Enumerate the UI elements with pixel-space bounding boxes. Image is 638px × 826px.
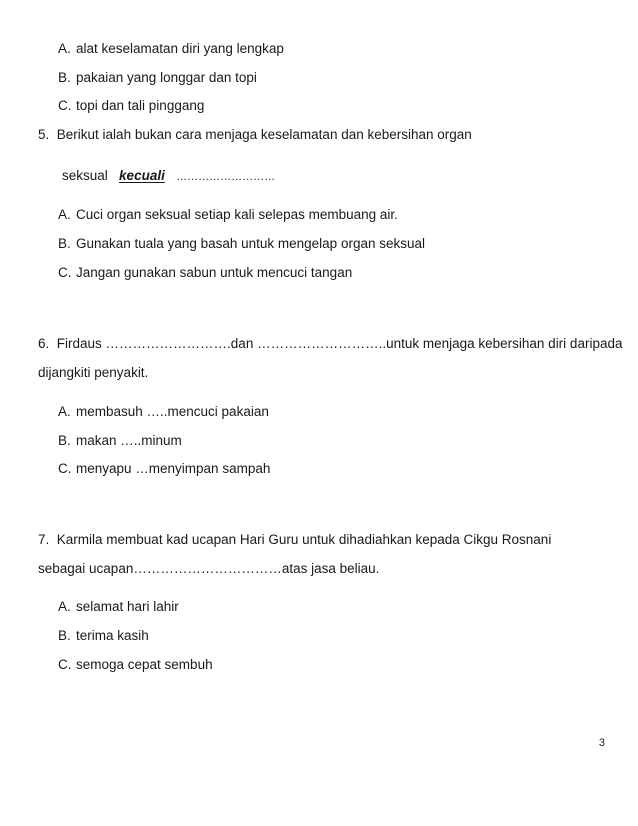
option-text: terima kasih	[76, 628, 149, 643]
question-number: 5.	[38, 127, 50, 142]
question-text: sebagai ucapan……………………………atas jasa beliau.	[38, 561, 380, 576]
option-text: Cuci organ seksual setiap kali selepas membuang air.	[76, 207, 398, 222]
question-text: dijangkiti penyakit.	[38, 365, 149, 380]
question-text: Firdaus ……………………….dan ………………………..untuk menjaga kebersihan diri daripada	[56, 336, 623, 351]
question-6-line2	[38, 364, 148, 382]
q5-option-c	[58, 264, 352, 282]
option-letter: B.	[58, 628, 71, 643]
question-text: Karmila membuat kad ucapan Hari Guru untuk dihadiahkan kepada Cikgu Rosnani	[56, 532, 552, 547]
option-text: selamat hari lahir	[76, 599, 179, 614]
option-letter: C.	[58, 657, 72, 672]
option-text: menyapu …menyimpan sampah	[76, 461, 271, 476]
option-text: Gunakan tuala yang basah untuk mengelap organ seksual	[76, 236, 425, 251]
option-letter: A.	[58, 41, 71, 56]
q6-option-c	[58, 460, 270, 478]
question-text-prefix: seksual	[62, 168, 108, 183]
option-text: alat keselamatan diri yang lengkap	[76, 41, 284, 56]
option-letter: C.	[58, 461, 72, 476]
option-text: membasuh …..mencuci pakaian	[76, 404, 269, 419]
option-letter: C.	[58, 98, 72, 113]
option-letter: B.	[58, 433, 71, 448]
option-letter: A.	[58, 599, 71, 614]
option-letter: C.	[58, 265, 72, 280]
q4-option-c	[58, 97, 204, 115]
q5-option-a	[58, 206, 398, 224]
question-7	[38, 531, 551, 549]
option-letter: A.	[58, 404, 71, 419]
question-text: Berikut ialah bukan cara menjaga keselamatan dan kebersihan organ	[56, 127, 472, 142]
q5-option-b	[58, 235, 425, 253]
question-5	[38, 126, 472, 144]
q4-option-a	[58, 40, 284, 58]
keyword-kecuali: kecuali	[119, 168, 165, 183]
option-letter: A.	[58, 207, 71, 222]
q7-option-b	[58, 627, 149, 645]
question-6	[38, 335, 622, 353]
question-number: 7.	[38, 532, 50, 547]
option-letter: B.	[58, 70, 71, 85]
question-5-line2	[62, 167, 275, 186]
page-number: 3	[598, 737, 605, 749]
answer-blank: ………………………	[176, 171, 276, 183]
option-text: semoga cepat sembuh	[76, 657, 213, 672]
option-text: Jangan gunakan sabun untuk mencuci tangan	[76, 265, 353, 280]
option-text: makan …..minum	[76, 433, 182, 448]
q6-option-b	[58, 432, 182, 450]
q7-option-a	[58, 598, 179, 616]
q7-option-c	[58, 656, 213, 674]
q6-option-a	[58, 403, 269, 421]
option-text: pakaian yang longgar dan topi	[76, 70, 257, 85]
question-7-line2	[38, 560, 379, 578]
question-number: 6.	[38, 336, 50, 351]
option-text: topi dan tali pinggang	[76, 98, 205, 113]
option-letter: B.	[58, 236, 71, 251]
q4-option-b	[58, 69, 257, 87]
